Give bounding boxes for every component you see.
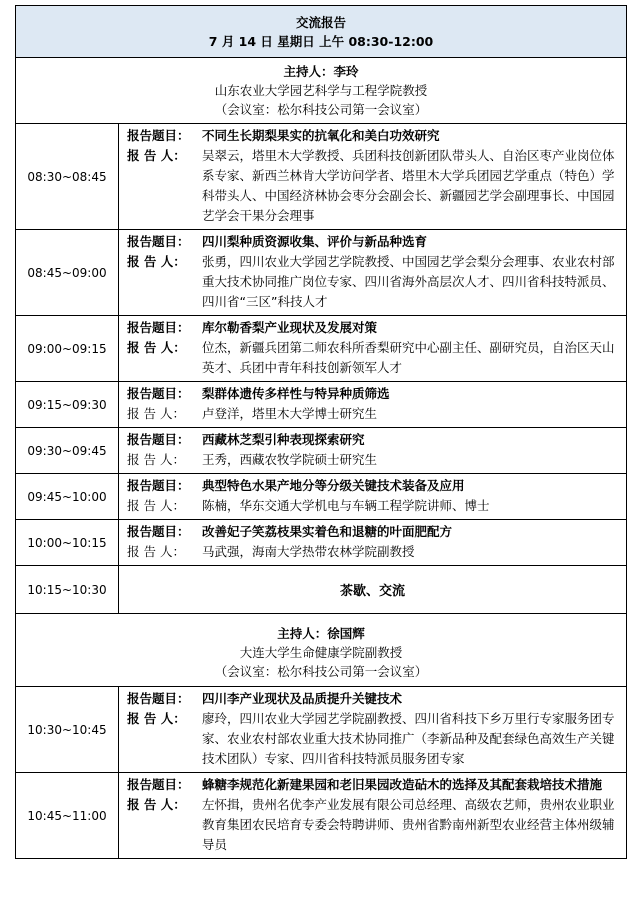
talk-details	[119, 474, 627, 520]
break-label: 茶歇、交流	[119, 566, 627, 614]
topic-label: 报告题目：	[127, 478, 190, 493]
talk-time: 10:00~10:15	[16, 520, 119, 566]
talk-time: 09:30~09:45	[16, 428, 119, 474]
talk-speaker: 吴翠云，塔里木大学教授、兵团科技创新团队带头人、自治区枣产业岗位体系专家、新西兰林肯大学访问学者、塔里木大学兵团园艺学重点（特色）学科带头人、中国经济林协会枣分会副会长、新疆园艺学会副理事长、中国园艺学会干果分会理事	[202, 148, 615, 223]
host-title: 山东农业大学园艺科学与工程学院教授	[214, 83, 428, 98]
talk-speaker: 马武强，海南大学热带农林学院副教授	[202, 544, 415, 559]
talk-topic: 不同生长期梨果实的抗氧化和美白功效研究	[202, 128, 440, 143]
section-title: 交流报告	[296, 15, 347, 30]
talk-details	[119, 687, 627, 773]
topic-label: 报告题目：	[127, 691, 190, 706]
venue: （会议室：松尔科技公司第一会议室）	[214, 664, 428, 679]
talk-details	[119, 316, 627, 382]
talk-topic: 西藏林芝梨引种表现探索研究	[202, 432, 365, 447]
speaker-label: 报 告 人：	[127, 797, 186, 812]
talk-speaker: 陈楠，华东交通大学机电与车辆工程学院讲师、博士	[202, 498, 490, 513]
venue: （会议室：松尔科技公司第一会议室）	[214, 102, 428, 117]
talk-speaker: 廖玲，四川农业大学园艺学院副教授、四川省科技下乡万里行专家服务团专家、农业农村部农业重大技术协同推广（李新品种及配套绿色高效生产关键技术团队）专家、四川省科技特派员服务团专家	[202, 711, 615, 766]
talk-topic: 蜂糖李规范化新建果园和老旧果园改造砧木的选择及其配套栽培技术措施	[202, 777, 603, 792]
topic-label: 报告题目：	[127, 320, 190, 335]
talk-time: 09:15~09:30	[16, 382, 119, 428]
topic-label: 报告题目：	[127, 432, 190, 447]
speaker-label: 报 告 人：	[127, 452, 185, 467]
talk-details	[119, 230, 627, 316]
speaker-label: 报 告 人：	[127, 148, 186, 163]
talk-row	[16, 230, 627, 316]
speaker-label: 报 告 人：	[127, 254, 186, 269]
talk-time: 08:30~08:45	[16, 124, 119, 230]
talk-speaker: 张勇，四川农业大学园艺学院教授、中国园艺学会梨分会理事、农业农村部重大技术协同推广岗位专家、四川省海外高层次人才、四川省科技特派员、四川省“三区”科技人才	[202, 254, 615, 309]
header-row	[16, 6, 627, 58]
topic-label: 报告题目：	[127, 524, 190, 539]
section-datetime: 7 月 14 日 星期日 上午 08:30-12:00	[208, 34, 434, 49]
header-cell	[16, 6, 627, 58]
talk-time: 10:45~11:00	[16, 773, 119, 859]
agenda-sheet	[15, 5, 626, 859]
talk-details	[119, 124, 627, 230]
talk-topic: 典型特色水果产地分等分级关键技术装备及应用	[202, 478, 465, 493]
talk-topic: 梨群体遗传多样性与特异种质筛选	[202, 386, 390, 401]
talk-time: 09:45~10:00	[16, 474, 119, 520]
break-time: 10:15~10:30	[16, 566, 119, 614]
talk-row	[16, 474, 627, 520]
talk-details	[119, 428, 627, 474]
talk-row	[16, 687, 627, 773]
talk-topic: 四川李产业现状及品质提升关键技术	[202, 691, 403, 706]
talk-details	[119, 773, 627, 859]
agenda-table	[15, 5, 627, 859]
speaker-label: 报 告 人：	[127, 340, 186, 355]
talk-details	[119, 520, 627, 566]
speaker-label: 报 告 人：	[127, 711, 186, 726]
speaker-label: 报 告 人：	[127, 544, 185, 559]
host-title: 大连大学生命健康学院副教授	[239, 645, 403, 660]
speaker-label: 报 告 人：	[127, 406, 185, 421]
topic-label: 报告题目：	[127, 777, 190, 792]
talk-speaker: 卢登洋，塔里木大学博士研究生	[202, 406, 378, 421]
talk-row	[16, 428, 627, 474]
talk-topic: 库尔勒香梨产业现状及发展对策	[202, 320, 378, 335]
host-name: 主持人：徐国辉	[277, 626, 365, 641]
topic-label: 报告题目：	[127, 386, 190, 401]
talk-topic: 四川梨种质资源收集、评价与新品种选育	[202, 234, 428, 249]
host-row	[16, 58, 627, 124]
talk-speaker: 左怀揖，贵州名优李产业发展有限公司总经理、高级农艺师，贵州农业职业教育集团农民培育专委会特聘讲师、贵州省黔南州新型农业经营主体州级辅导员	[202, 797, 615, 852]
talk-time: 10:30~10:45	[16, 687, 119, 773]
talk-details	[119, 382, 627, 428]
talk-time: 09:00~09:15	[16, 316, 119, 382]
talk-row	[16, 520, 627, 566]
host-cell	[16, 614, 627, 687]
talk-row	[16, 773, 627, 859]
topic-label: 报告题目：	[127, 128, 190, 143]
talk-time: 08:45~09:00	[16, 230, 119, 316]
talk-speaker: 王秀，西藏农牧学院硕士研究生	[202, 452, 378, 467]
talk-row	[16, 316, 627, 382]
topic-label: 报告题目：	[127, 234, 190, 249]
break-row	[16, 566, 627, 614]
talk-topic: 改善妃子笑荔枝果实着色和退糖的叶面肥配方	[202, 524, 453, 539]
talk-row	[16, 382, 627, 428]
host-name: 主持人：李玲	[283, 64, 359, 79]
talk-speaker: 位杰，新疆兵团第二师农科所香梨研究中心副主任、副研究员，自治区天山英才、兵团中青年科技创新领军人才	[202, 340, 615, 375]
talk-row	[16, 124, 627, 230]
host-cell	[16, 58, 627, 124]
speaker-label: 报 告 人：	[127, 498, 185, 513]
host-row	[16, 614, 627, 687]
